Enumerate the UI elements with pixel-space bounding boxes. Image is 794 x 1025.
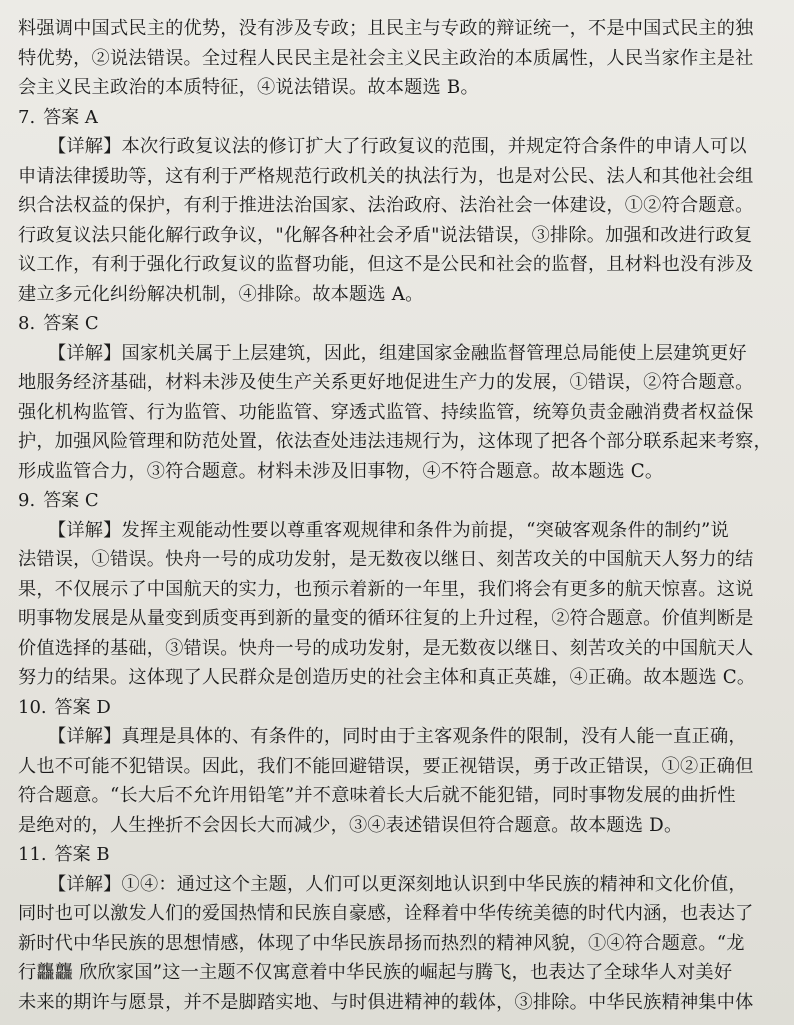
- answer-section: [18, 693, 780, 841]
- text-line: 特优势，②说法错误。全过程人民民主是社会主义民主政治的本质属性，人民当家作主是社: [18, 47, 754, 69]
- text-line: 符合题意。“长大后不允许用铅笔”并不意味着长大后就不能犯错，同时事物发展的曲折性: [18, 785, 736, 806]
- answer-section: [18, 14, 780, 103]
- text-line: 【详解】国家机关属于上层建筑，因此，组建国家金融监督管理总局能使上层建筑更好: [48, 342, 747, 364]
- text-line: 申请法律援助等，这有利于严格规范行政机关的执法行为，也是对公民、法人和其他社会组: [18, 165, 754, 187]
- text-line: 建立多元化纠纷解决机制，④排除。故本题选 A。: [18, 283, 424, 305]
- text-line: 行政复议法只能化解行政争议，"化解各种社会矛盾"说法错误，③排除。加强和改进行政复: [18, 224, 753, 246]
- text-line: 努力的结果。这体现了人民群众是创造历史的社会主体和真正英雄，④正确。故本题选 C。: [18, 667, 756, 688]
- question-number: 10.: [18, 696, 47, 718]
- answer-heading: [18, 309, 780, 339]
- question-number: 9.: [18, 490, 36, 511]
- answer-label: 答案 C: [43, 313, 99, 334]
- question-number: 8.: [18, 313, 36, 334]
- text-line: 法错误，①错误。快舟一号的成功发射，是无数夜以继日、刻苦攻关的中国航天人努力的结: [18, 549, 754, 570]
- text-line: 果，不仅展示了中国航天的实力，也预示着新的一年里，我们将会有更多的航天惊喜。这说: [18, 578, 754, 600]
- text-line: 新时代中华民族的思想情感，体现了中华民族昂扬而热烈的精神风貌，①④符合题意。“龙: [18, 932, 745, 954]
- question-number: 11.: [18, 844, 47, 865]
- answer-heading: [18, 693, 780, 723]
- answer-heading: [18, 103, 780, 133]
- text-line: 会主义民主政治的本质特征，④说法错误。故本题选 B。: [18, 77, 479, 98]
- answer-section: [18, 103, 780, 310]
- text-line: 强化机构监管、行为监管、功能监管、穿透式监管、持续监管，统筹负责金融消费者权益保: [18, 401, 754, 423]
- text-line: 料强调中国式民主的优势，没有涉及专政；且民主与专政的辩证统一，不是中国式民主的独: [18, 18, 754, 39]
- text-line: 形成监管合力，③符合题意。材料未涉及旧事物，④不符合题意。故本题选 C。: [18, 460, 664, 482]
- text-line: 议工作，有利于强化行政复议的监督功能，但这不是公民和社会的监督，且材料也没有涉及: [18, 254, 754, 275]
- answer-section: [18, 840, 780, 1017]
- text-line: 价值选择的基础，③错误。快舟一号的成功发射，是无数夜以继日、刻苦攻关的中国航天人: [18, 637, 754, 659]
- answer-heading: [18, 486, 780, 516]
- text-line: 织合法权益的保护，有利于推进法治国家、法治政府、法治社会一体建设，①②符合题意。: [18, 195, 754, 216]
- text-line: 地服务经济基础，材料未涉及使生产关系更好地促进生产力的发展，①错误，②符合题意。: [18, 372, 754, 393]
- text-line: 【详解】发挥主观能动性要以尊重客观规律和条件为前提，“突破客观条件的制约”说: [48, 519, 729, 541]
- answer-heading: [18, 840, 780, 870]
- text-line: 【详解】真理是具体的、有条件的，同时由于主客观条件的限制，没有人能一直正确，: [48, 726, 747, 747]
- answer-label: 答案 B: [54, 844, 110, 865]
- answer-label: 答案 A: [43, 106, 98, 128]
- text-line: 同时也可以激发人们的爱国热情和民族自豪感，诠释着中华传统美德的时代内涵，也表达了: [18, 903, 754, 924]
- answer-section: [18, 486, 780, 693]
- text-line: 【详解】本次行政复议法的修订扩大了行政复议的范围，并规定符合条件的申请人可以: [48, 136, 747, 157]
- text-line: 行龘龘 欣欣家国”这一主题不仅寓意着中华民族的崛起与腾飞，也表达了全球华人对美好: [18, 962, 733, 983]
- text-line: 【详解】①④：通过这个主题，人们可以更深刻地认识到中华民族的精神和文化价值，: [48, 873, 747, 895]
- text-line: 是绝对的，人生挫折不会因长大而减少，③④表述错误但符合题意。故本题选 D。: [18, 814, 683, 836]
- text-line: 未来的期许与愿景，并不是脚踏实地、与时俱进精神的载体，③排除。中华民族精神集中体: [18, 991, 754, 1013]
- text-line: 明事物发展是从量变到质变再到新的量变的循环往复的上升过程，②符合题意。价值判断是: [18, 608, 754, 629]
- text-line: 护，加强风险管理和防范处置，依法查处违法违规行为，这体现了把各个部分联系起来考察，: [18, 431, 772, 452]
- answer-section: [18, 309, 780, 486]
- question-number: 7.: [18, 106, 36, 128]
- text-line: 人也不可能不犯错误。因此，我们不能回避错误，要正视错误，勇于改正错误，①②正确但: [18, 755, 754, 777]
- answer-label: 答案 D: [54, 696, 111, 718]
- answer-label: 答案 C: [43, 490, 99, 511]
